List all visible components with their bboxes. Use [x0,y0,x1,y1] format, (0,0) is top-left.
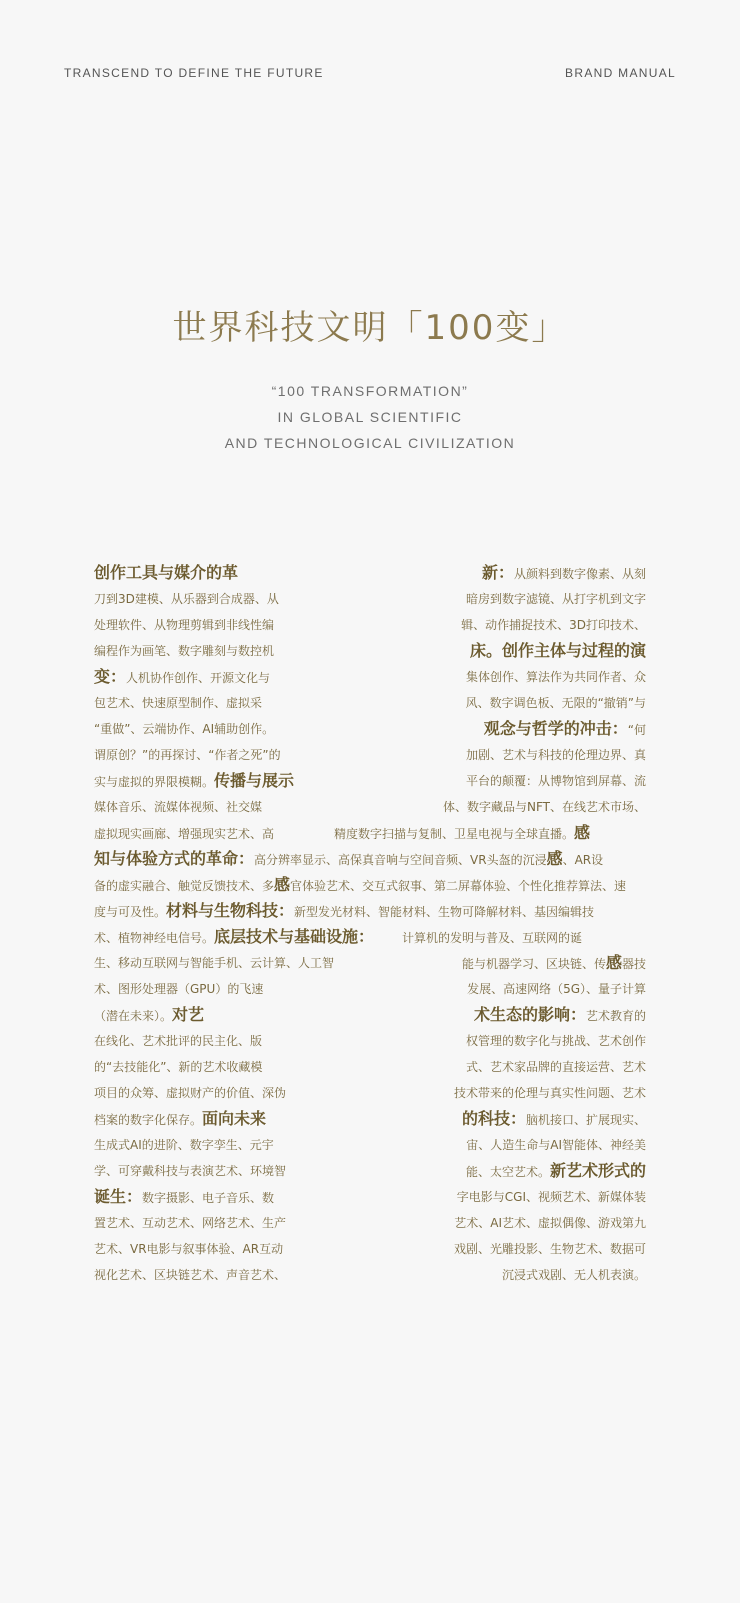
emphasis-term: 创作工具与媒介的革 [94,563,239,582]
body-line-right: 能、太空艺术。新艺术形式的 [465,1161,646,1180]
body-line-right: 戏剧、光雕投影、生物艺术、数据可 [453,1242,646,1256]
body-line-text: 知与体验方式的革命：高分辨率显示、高保真音响与空间音频、VR头盔的沉浸感、AR设 [94,849,604,868]
body-line [94,560,646,586]
body-line [94,664,646,690]
body-line [94,742,646,768]
body-line [94,1184,646,1210]
body-line-left: 生、移动互联网与智能手机、云计算、人工智 [94,956,335,970]
body-line-left: 项目的众筹、虚拟财产的价值、深伪 [94,1086,287,1100]
body-line-text: 度与可及性。材料与生物科技：新型发光材料、智能材料、生物可降解材料、基因编辑技 [94,901,595,920]
emphasis-term: 材料与生物科技： [166,901,295,920]
body-line-left: 生成式AI的进阶、数字孪生、元宇 [94,1138,274,1152]
body-line [94,690,646,716]
body-line-text: 备的虚实融合、触觉反馈技术、多感官体验艺术、交互式叙事、第二屏幕体验、个性化推荐算法、速 [94,875,627,894]
body-line-left: 在线化、艺术批评的民主化、版 [94,1034,263,1048]
body-line [94,1158,646,1184]
emphasis-term: 床。创作主体与过程的演 [469,641,646,660]
body-line-right: 观念与哲学的冲击：“何 [483,719,646,738]
emphasis-term: 底层技术与基础设施： [214,927,367,946]
body-line-right: 暗房到数字滤镜、从打字机到文字 [465,592,646,606]
body-line-right: 平台的颠覆：从博物馆到屏幕、流 [465,774,646,788]
body-line-right: 字电影与CGI、视频艺术、新媒体装 [456,1190,646,1204]
header-right-label: BRAND MANUAL [565,66,676,80]
body-line-right: 辑、动作捕捉技术、3D打印技术、 [461,618,646,632]
body-line-left: 谓原创？”的再探讨、“作者之死”的 [94,748,281,762]
body-line-right: 风、数字调色板、无限的“撤销”与 [465,696,646,710]
header-left-tagline: TRANSCEND TO DEFINE THE FUTURE [64,66,324,80]
body-line-left: 置艺术、互动艺术、网络艺术、生产 [94,1216,287,1230]
body-line-right: 权管理的数字化与挑战、艺术创作 [465,1034,646,1048]
subtitle-line-1: “100 TRANSFORMATION” [271,383,469,399]
body-line [94,976,646,1002]
body-line [94,1262,646,1288]
body-line [94,924,646,950]
body-line-left: 包艺术、快速原型制作、虚拟采 [94,696,263,710]
body-line-left: （潜在未来）。对艺 [94,1005,205,1024]
body-line-right: 发展、高速网络（5G）、量子计算 [467,982,646,996]
body-line [94,1054,646,1080]
emphasis-term: 感 [546,849,563,868]
emphasis-term: 面向未来 [202,1109,267,1128]
body-line [94,1210,646,1236]
body-line-left: 处理软件、从物理剪辑到非线性编 [94,618,275,632]
emphasis-term: 变： [94,667,127,686]
body-line-right: 的科技：脑机接口、扩展现实、 [461,1109,646,1128]
body-line-right: 沉浸式戏剧、无人机表演。 [501,1268,646,1282]
emphasis-term: 的科技： [461,1109,526,1128]
body-line-left: 艺术、VR电影与叙事体验、AR互动 [94,1242,284,1256]
emphasis-term: 知与体验方式的革命： [94,849,255,868]
emphasis-term: 对艺 [172,1005,205,1024]
body-line-right: 加剧、艺术与科技的伦理边界、真 [465,748,646,762]
page-subtitle [0,378,740,456]
body-line [94,586,646,612]
body-line-left: 的“去技能化”、新的艺术收藏模 [94,1060,263,1074]
body-line-left: 刀到3D建模、从乐器到合成器、从 [94,592,279,606]
body-line-right: 术生态的影响：艺术教育的 [473,1005,646,1024]
body-line [94,1002,646,1028]
body-line [94,768,646,794]
body-line [94,820,646,846]
body-line-left: 档案的数字化保存。面向未来 [94,1109,267,1128]
body-line-right: 能与机器学习、区块链、传感器技 [461,953,646,972]
emphasis-term: 感 [605,953,622,972]
body-line-left: 编程作为画笔、数字雕刻与数控机 [94,644,275,658]
subtitle-line-2: IN GLOBAL SCIENTIFIC [277,409,463,425]
body-line [94,794,646,820]
body-line [94,638,646,664]
emphasis-term: 传播与展示 [214,771,295,790]
page-title: 世界科技文明「100变」 [172,308,568,348]
body-line [94,1106,646,1132]
body-line-left: 实与虚拟的界限模糊。传播与展示 [94,771,295,790]
body-line-right: 技术带来的伦理与真实性问题、艺术 [453,1086,646,1100]
body-text-block [94,560,646,1288]
subtitle-line-3: AND TECHNOLOGICAL CIVILIZATION [224,435,516,451]
body-line-right: 艺术、AI艺术、虚拟偶像、游戏第九 [454,1216,646,1230]
body-line [94,1080,646,1106]
body-line [94,1028,646,1054]
emphasis-term: 观念与哲学的冲击： [483,719,628,738]
body-line [94,716,646,742]
body-line-right: 宙、人造生命与AI智能体、神经美 [466,1138,646,1152]
body-line-right: 式、艺术家品牌的直接运营、艺术 [465,1060,646,1074]
emphasis-term: 新艺术形式的 [549,1161,646,1180]
body-line-left: 变：人机协作创作、开源文化与 [94,667,271,686]
body-line-left: 诞生：数字摄影、电子音乐、数 [94,1187,275,1206]
body-line [94,846,646,872]
body-line-left: “重做”、云端协作、AI辅助创作。 [94,722,275,736]
body-line-left: 媒体音乐、流媒体视频、社交媒 [94,800,263,814]
body-line [94,1132,646,1158]
body-line-text: 术、植物神经电信号。底层技术与基础设施： 计算机的发明与普及、互联网的诞 [94,927,583,946]
body-line [94,872,646,898]
body-line-right: 集体创作、算法作为共同作者、众 [465,670,646,684]
body-line-right [470,638,646,664]
body-line [94,950,646,976]
emphasis-term: 感 [274,875,291,894]
body-line-right: 体、数字藏品与NFT、在线艺术市场、 [443,800,646,814]
emphasis-term: 诞生： [94,1187,143,1206]
body-line-left: 学、可穿戴科技与表演艺术、环境智 [94,1164,287,1178]
body-line [94,1236,646,1262]
body-line-text: 虚拟现实画廊、增强现实艺术、高 精度数字扫描与复制、卫星电视与全球直播。感 [94,823,591,842]
body-line-right: 新：从颜料到数字像素、从刻 [481,563,646,582]
body-line [94,898,646,924]
body-line [94,612,646,638]
emphasis-term: 术生态的影响： [473,1005,586,1024]
emphasis-term: 新： [481,563,514,582]
body-line-left [94,560,238,586]
body-line-left: 视化艺术、区块链艺术、声音艺术、 [94,1268,287,1282]
body-line-left: 术、图形处理器（GPU）的飞速 [94,982,264,996]
emphasis-term: 感 [574,823,591,842]
